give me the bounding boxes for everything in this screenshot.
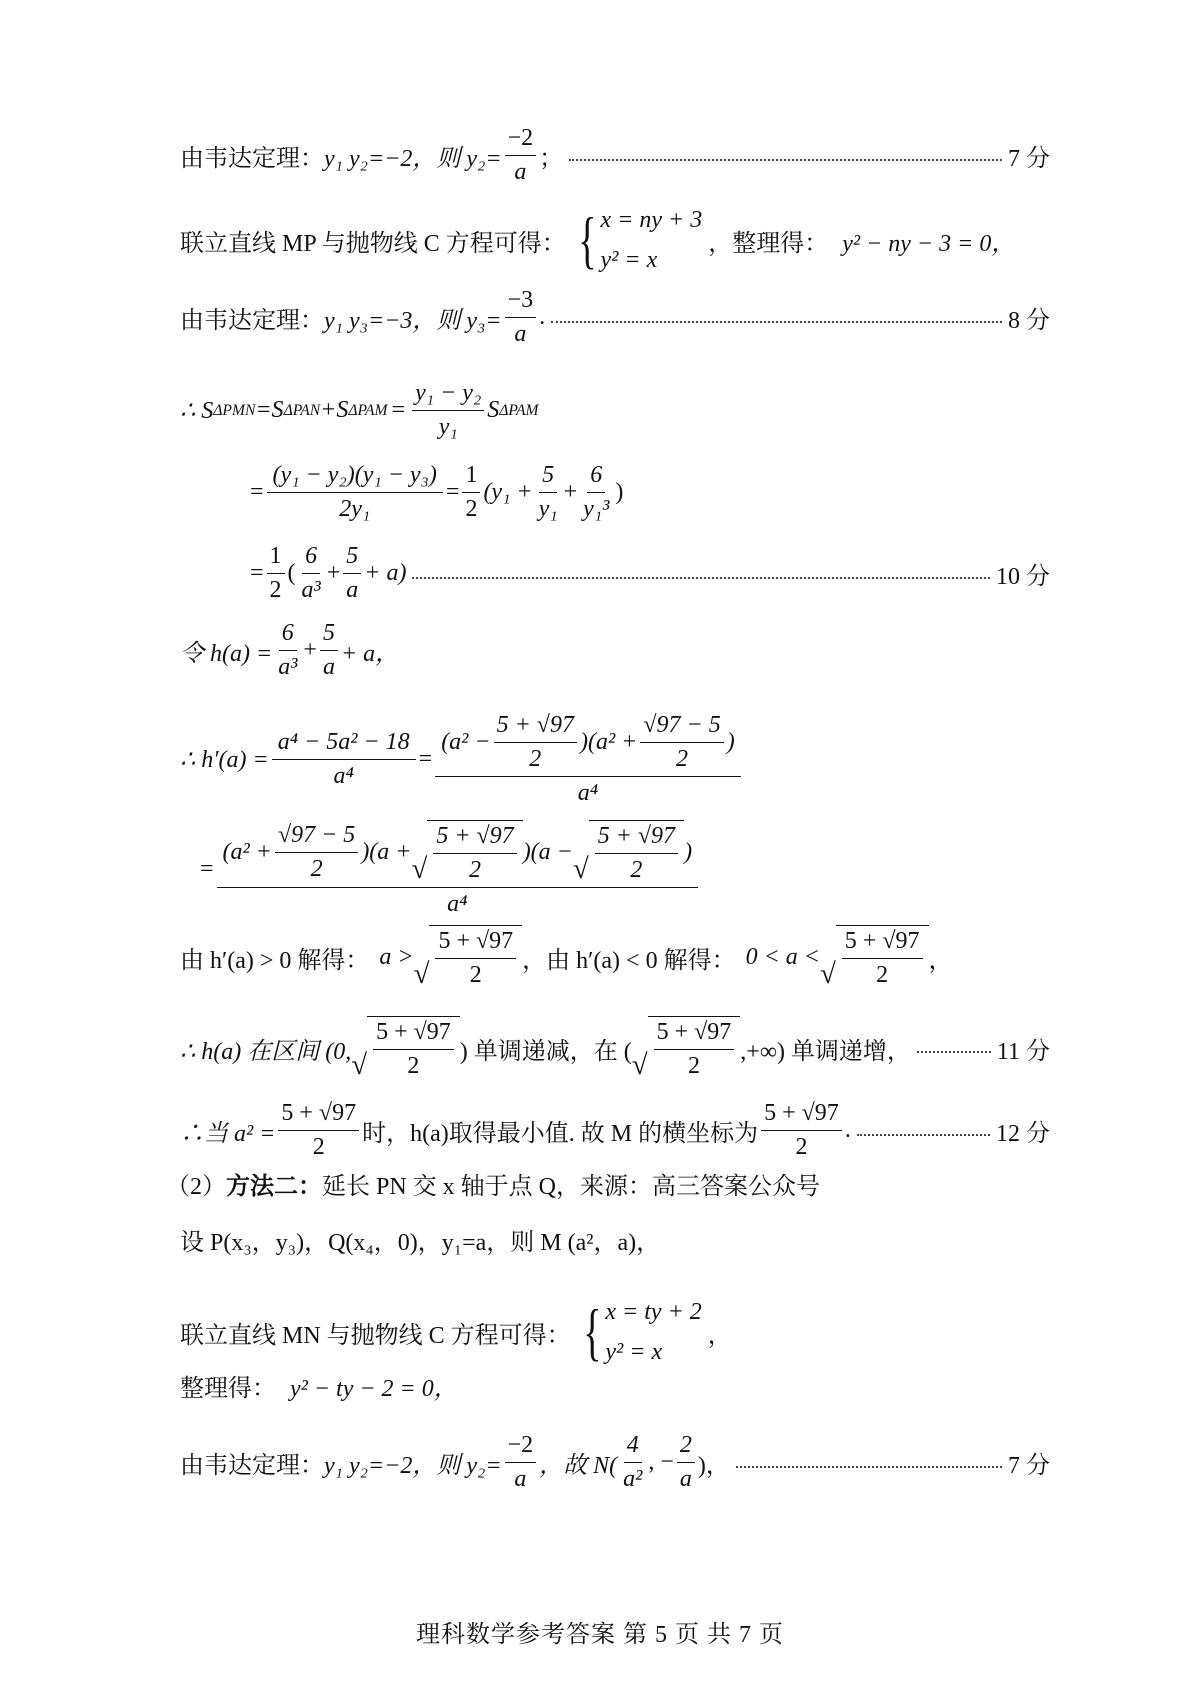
- fraction: $\frac{\text{(y₁ − y₂)(y₁ − y₃)}}{\text{2y₁}}$: [267, 462, 443, 523]
- text: 由韦达定理：: [180, 308, 324, 334]
- formula: y₁ y₂=−2，则 y₂=: [324, 146, 502, 172]
- line-define-h: 令 h(a) = $\frac{6}{\text{a³}}$ + $\frac{5}{a}$ + a，: [180, 620, 400, 680]
- score-label: 8 分: [1008, 308, 1050, 334]
- fraction: $\frac{-3}{a}$: [505, 287, 537, 348]
- fraction: $\frac{-2}{a}$: [505, 125, 537, 186]
- dot-leader: [736, 1466, 1002, 1468]
- fraction: $\frac{\text{y₁ − y₂}}{\text{y₁}}$: [412, 380, 484, 441]
- text: 由韦达定理：: [180, 146, 324, 172]
- line-system-mn: 联立直线 MN 与抛物线 C 方程可得： { x = ty + 2 y² = x ，: [180, 1292, 1050, 1372]
- score-label: 7 分: [1008, 1453, 1050, 1479]
- fraction: $\frac{-2}{a}$: [505, 1432, 537, 1493]
- line-system-mp: 联立直线 MP 与抛物线 C 方程可得： { x = ny + 3 y² = x ，整理得： y² − ny − 3 = 0，: [180, 200, 1050, 280]
- fraction: $\frac{5 + √97}{2}$: [761, 1100, 842, 1161]
- score-label: 10 分: [996, 564, 1050, 590]
- fraction: $\frac{1}{2}$: [267, 543, 285, 604]
- line-setup-points: 设 P(x₃，y₃)，Q(x₄，0)，y₁=a，则 M (a²，a)，: [180, 1230, 661, 1256]
- fraction: $\frac{5}{\text{y₁}}$: [538, 462, 558, 522]
- fraction: $\frac{5}{a}$: [320, 620, 338, 681]
- dot-leader: [569, 159, 1002, 161]
- line-minimum: ∴当 a² = $\frac{5 + √97}{2}$ 时，h(a)取得最小值. 故 M 的横坐标为 $\frac{5 + √97}{2}$ . 12 分: [180, 1100, 1050, 1160]
- line-area-result: = $\frac{1}{2}$ ( $\frac{6}{\text{a³}}$ + $\frac{5}{a}$ + a) 10 分: [250, 543, 1050, 603]
- line-simplify: 整理得： y² − ty − 2 = 0，: [180, 1376, 458, 1402]
- fraction: $\frac{6}{\text{y₁³}}$: [583, 462, 610, 522]
- line-h-factored: = (a² + $\frac{√97 - 5}{2}$ )(a + √ $\frac{5 + √97}{2}$ )(a − √ $\frac{5 + √97}{2}$ ) a⁴: [200, 820, 1050, 918]
- method-heading: 方法二：: [226, 1174, 322, 1200]
- fraction: (a² − $\frac{5 + √97}{2}$ )(a² + $\frac{√97 - 5}{2}$ ) a⁴: [435, 712, 741, 807]
- dot-leader: [857, 1134, 990, 1136]
- line-monotonic-solve: 由 h′(a) > 0 解得： a > √ $\frac{5 + √97}{2}$ ，由 h′(a) < 0 解得： 0 < a < √ $\frac{5 + √97}{2}$ ，: [180, 925, 1050, 989]
- dot-leader: [917, 1051, 991, 1053]
- formula: y² − ny − 3 = 0，: [842, 230, 1016, 257]
- formula: y₁ y₃=−3，则 y₃=: [324, 308, 502, 334]
- score-label: 12 分: [996, 1121, 1050, 1147]
- score-label: 7 分: [1008, 146, 1050, 172]
- line-vieta-n: 由韦达定理： y₁ y₂=−2，则 y₂= $\frac{-2}{a}$ ，故 N( $\frac{4}{\text{a²}}$ , − $\frac{2}{a}$ )， 7 分: [180, 1432, 1050, 1492]
- score-label: 11 分: [996, 1038, 1050, 1065]
- fraction: $\frac{\text{a⁴ − 5a² − 18}}{\text{a⁴}}$: [272, 729, 416, 790]
- fraction: $\frac{4}{\text{a²}}$: [623, 1432, 643, 1492]
- fraction: $\frac{6}{\text{a³}}$: [301, 543, 321, 603]
- line-area-expand: = $\frac{\text{(y₁ − y₂)(y₁ − y₃)}}{\text{2y₁}}$ = $\frac{1}{2}$ (y₁ + $\frac{5}{\text{y₁}}$ + $\frac{6}{\text{y₁³}}$ ): [250, 462, 624, 522]
- fraction: $\frac{5}{a}$: [343, 543, 361, 604]
- line-method-two: （2） 方法二： 延长 PN 交 x 轴于点 Q，来源：高三答案公众号: [166, 1166, 1050, 1201]
- fraction: $\frac{5 + √97}{2}$: [278, 1100, 359, 1161]
- line-area-sum: ∴ S ΔPMN =S ΔPAN +S ΔPAM = $\frac{\text{y₁ − y₂}}{\text{y₁}}$ S ΔPAM: [180, 380, 539, 440]
- dot-leader: [412, 577, 990, 579]
- fraction: $\frac{2}{a}$: [677, 1432, 695, 1493]
- equation-system: { x = ty + 2 y² = x: [582, 1296, 702, 1367]
- dot-leader: [551, 321, 1002, 323]
- fraction: $\frac{1}{2}$: [462, 462, 480, 523]
- line-vieta-y3: 由韦达定理： y₁ y₃=−3，则 y₃= $\frac{-3}{a}$ . 8 分: [180, 287, 1050, 347]
- line-monotonic-intervals: ∴ h(a) 在区间 (0, √ $\frac{5 + √97}{2}$ ) 单调递减，在 ( √ $\frac{5 + √97}{2}$ ,+∞) 单调递增， 11 分: [180, 1016, 1050, 1080]
- equation-system: { x = ny + 3 y² = x: [577, 204, 703, 275]
- line-h-derivative: ∴ h′(a) = $\frac{\text{a⁴ − 5a² − 18}}{\text{a⁴}}$ = (a² − $\frac{5 + √97}{2}$ )(a² + $\frac{√97 - 5}{2}$ ) a⁴: [180, 712, 1050, 807]
- fraction: (a² + $\frac{√97 - 5}{2}$ )(a + √ $\frac{5 + √97}{2}$ )(a − √ $\frac{5 + √97}{2}$ ) a⁴: [217, 820, 699, 918]
- line-vieta-y2: 由韦达定理： y₁ y₂=−2，则 y₂= $\frac{-2}{a}$ ； 7 分: [180, 125, 1050, 185]
- fraction: $\frac{6}{\text{a³}}$: [278, 620, 298, 680]
- text: 联立直线 MP 与抛物线 C 方程可得：: [180, 230, 566, 257]
- page-footer: 理科数学参考答案 第 5 页 共 7 页: [416, 1622, 784, 1648]
